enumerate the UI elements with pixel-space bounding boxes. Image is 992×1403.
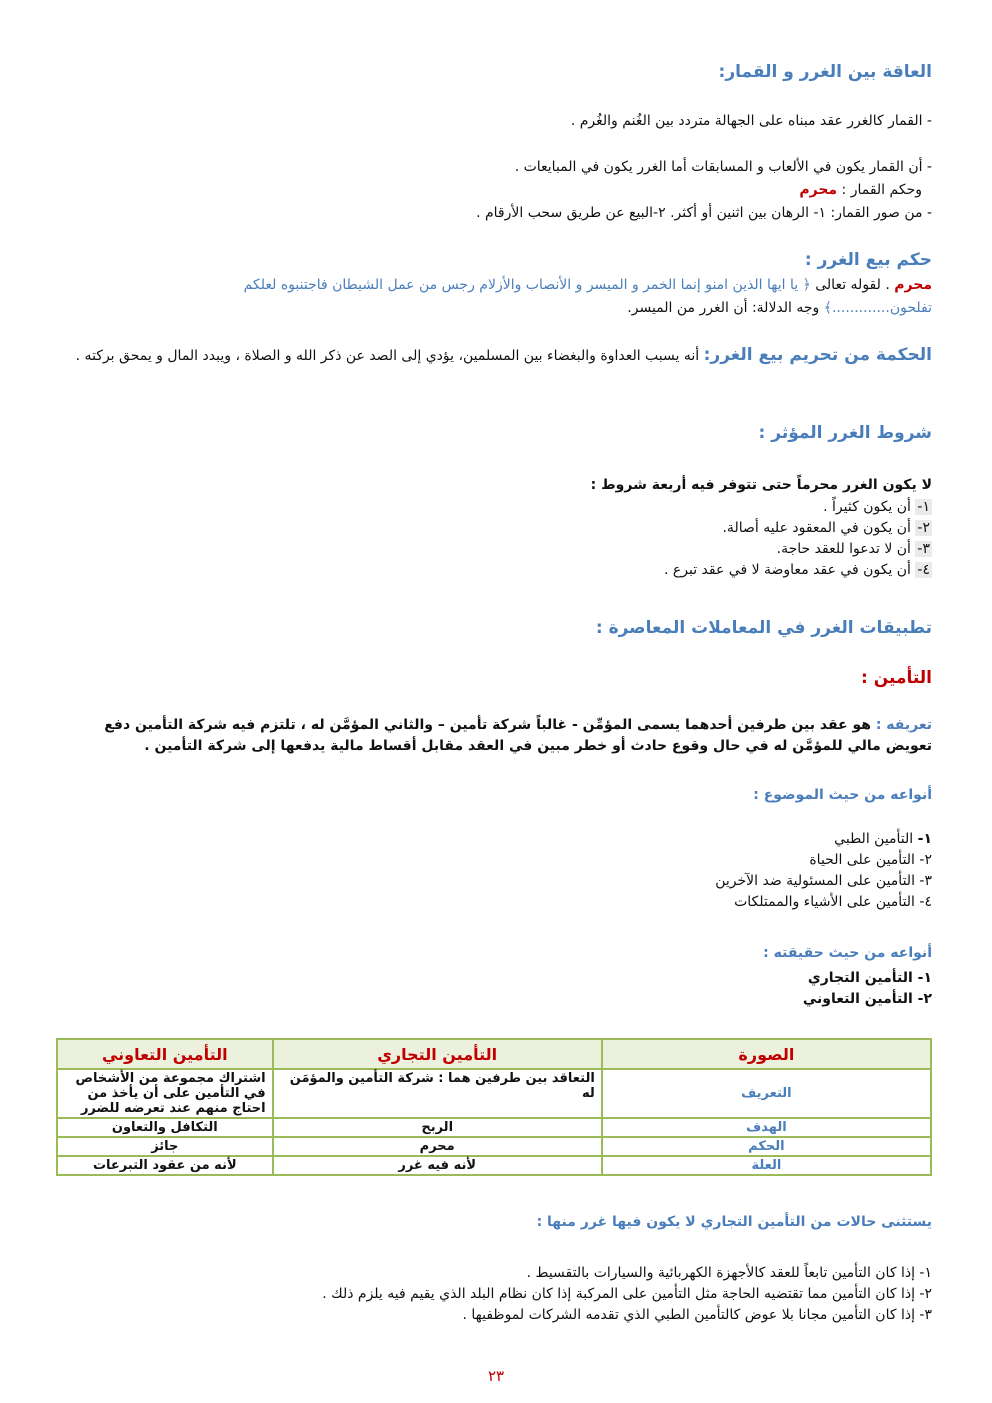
list-item: ٣- أن لا تدعوا للعقد حاجة. xyxy=(776,541,930,557)
section-title-exceptions: يستثنى حالات من التأمين التجاري لا يكون فيها غرر منها : xyxy=(536,1214,932,1230)
list-item: ١- إذا كان التأمين تابعاً للعقد كالأجهزة الكهربائية والسيارات بالتقسيط . xyxy=(526,1265,932,1281)
definition-label: تعريفه : xyxy=(875,717,932,733)
paragraph-line: - من صور القمار: ١- الرهان بين اثنين أو أكثر. ٢-البيع عن طريق سحب الأرقام . xyxy=(476,205,932,221)
ruling-label: وحكم القمار : xyxy=(841,182,922,198)
verse-intro: . لقوله تعالى xyxy=(815,277,890,293)
list-item: ٢- إذا كان التأمين مما تقتضيه الحاجة مثل التأمين على المركبة إذا كان نظام البلد الذي يقيم فيه يلزم ذلك . xyxy=(322,1286,932,1302)
row-label: الهدف xyxy=(602,1118,931,1137)
row-label: العلة xyxy=(602,1156,931,1175)
table-cell: محرم xyxy=(273,1137,602,1156)
section-title-conditions: شروط الغرر المؤثر : xyxy=(758,423,932,443)
exceptions-list xyxy=(70,1263,932,1326)
quran-verse-end: تفلحون.............﴾ xyxy=(823,300,932,316)
table-cell: التكافل والتعاون xyxy=(57,1118,273,1137)
ruling-with-verse xyxy=(70,275,932,296)
table-header-cell: التأمين التجاري xyxy=(273,1039,602,1069)
list-item: ١- التأمين الطبي xyxy=(834,831,932,847)
table-cell: اشتراك مجموعة من الأشخاص في التأمين على أن يأخذ من احتاج منهم عند تعرضه للضرر xyxy=(57,1069,273,1118)
paragraph-line: - أن القمار يكون في الألعاب و المسابقات أما الغرر يكون في المبايعات . xyxy=(514,159,932,175)
insurance-comparison-table xyxy=(56,1038,932,1176)
table-row xyxy=(57,1156,931,1175)
section-title-wisdom: الحكمة من تحريم بيع الغرر: xyxy=(703,345,932,365)
verse-continuation xyxy=(70,298,932,319)
table-row xyxy=(57,1137,931,1156)
list-item: ٣- إذا كان التأمين مجانا بلا عوض كالتأمين الطبي الذي تقدمه الشركات لموظفيها . xyxy=(462,1307,932,1323)
table-cell: جائز xyxy=(57,1137,273,1156)
document-page xyxy=(70,0,932,1403)
list-item: ٢- أن يكون في المعقود عليه أصالة. xyxy=(722,520,930,536)
insurance-title: التأمين : xyxy=(860,668,932,688)
table-row xyxy=(57,1069,931,1118)
types-by-nature-list xyxy=(70,968,932,1010)
gambling-ruling xyxy=(70,180,932,201)
table-header-cell: التأمين التعاوني xyxy=(57,1039,273,1069)
conditions-lead: لا يكون الغرر محرماً حتى تتوفر فيه أربعة شروط : xyxy=(590,477,932,493)
table-cell: لأنه فيه غرر xyxy=(273,1156,602,1175)
list-item: ١- أن يكون كثيراً . xyxy=(823,499,930,515)
types-by-nature-title: أنواعه من حيث حقيقته : xyxy=(763,945,932,961)
types-by-topic-title: أنواعه من حيث الموضوع : xyxy=(753,787,932,803)
section-title-sale-ruling: حكم بيع الغرر : xyxy=(804,250,932,270)
row-label: الحكم xyxy=(602,1137,931,1156)
list-item: ٤- أن يكون في عقد معاوضة لا في عقد تبرع . xyxy=(663,562,930,578)
paragraph-line: - القمار كالغرر عقد مبناه على الجهالة متردد بين الغُنم والغُرم . xyxy=(570,113,932,129)
list-item: ٢- التأمين على الحياة xyxy=(809,852,932,868)
ruling-value: محرم xyxy=(799,182,838,198)
list-item: ٢- التأمين التعاوني xyxy=(802,991,932,1007)
row-label: التعريف xyxy=(602,1069,931,1118)
list-item: ٣- التأمين على المسئولية ضد الآخرين xyxy=(715,873,932,889)
table-cell: التعاقد بين طرفين هما : شركة التأمين والمؤمَن له xyxy=(273,1069,602,1118)
section-title-applications: تطبيقات الغرر في المعاملات المعاصرة : xyxy=(595,618,932,638)
conditions-list xyxy=(70,497,932,581)
insurance-definition xyxy=(70,715,932,757)
table-row xyxy=(57,1118,931,1137)
table-cell: الربح xyxy=(273,1118,602,1137)
definition-text: هو عقد بين طرفين أحدهما يسمى المؤمِّن - غالباً شركة تأمين – والثاني المؤمَّن له ، تلتزم فيه شركة التأمين دفع تعويض مالي للمؤمَّن له في حال وقوع حادث أو خطر مبين في العقد مقابل أقساط مالية يدفعها إلى شركة التأمين . xyxy=(104,717,932,754)
table-header-cell: الصورة xyxy=(602,1039,931,1069)
types-by-topic-list xyxy=(70,829,932,913)
table-header-row xyxy=(57,1039,931,1069)
wisdom-paragraph xyxy=(70,345,932,367)
table-cell: لأنه من عقود التبرعات xyxy=(57,1156,273,1175)
wisdom-text: أنه يسبب العداوة والبغضاء بين المسلمين، يؤدي إلى الصد عن ذكر الله و الصلاة ، ويبدد المال و يمحق بركته . xyxy=(75,348,700,364)
ruling-value: محرم xyxy=(894,277,932,293)
list-item: ١- التأمين التجاري xyxy=(807,970,932,986)
evidence-text: وجه الدلالة: أن الغرر من الميسر. xyxy=(627,300,820,316)
list-item: ٤- التأمين على الأشياء والممتلكات xyxy=(734,894,932,910)
section-title-gharar-gambling: العاقة بين الغرر و القمار: xyxy=(718,62,932,82)
quran-verse: ﴿ يا ايها الذين امنو إنما الخمر و الميسر و الأنصاب والأزلام رجس من عمل الشيطان فاجتنبوه لعلكم xyxy=(243,277,811,293)
page-number: ٢٣ xyxy=(487,1367,505,1385)
